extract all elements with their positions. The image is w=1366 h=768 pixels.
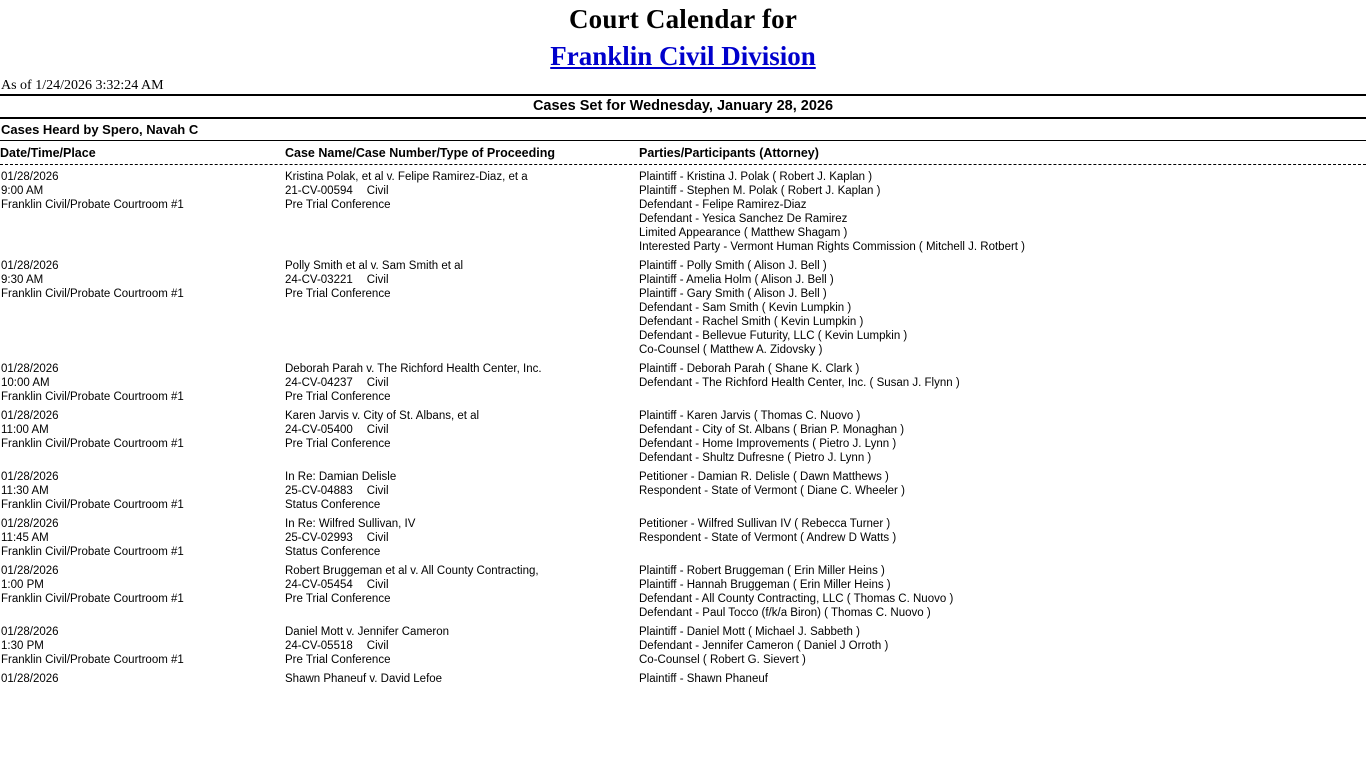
case-date-time-place bbox=[1, 362, 285, 404]
case-name: Daniel Mott v. Jennifer Cameron bbox=[285, 626, 450, 638]
party-line: Respondent - State of Vermont ( Andrew D Watts ) bbox=[639, 532, 897, 544]
case-row[interactable] bbox=[0, 409, 1366, 465]
party-line: Co-Counsel ( Matthew A. Zidovsky ) bbox=[639, 344, 823, 356]
case-number-line bbox=[285, 484, 637, 498]
case-name: Deborah Parah v. The Richford Health Center, Inc. bbox=[285, 363, 542, 375]
case-number: 24-CV-05518 bbox=[285, 640, 353, 652]
case-number: 24-CV-03221 bbox=[285, 274, 353, 286]
case-parties bbox=[639, 672, 1359, 686]
case-info bbox=[285, 362, 637, 404]
party-line: Defendant - Rachel Smith ( Kevin Lumpkin ) bbox=[639, 316, 864, 328]
case-time: 1:30 PM bbox=[1, 640, 44, 652]
case-place: Franklin Civil/Probate Courtroom #1 bbox=[1, 499, 184, 511]
column-header-case-info: Case Name/Case Number/Type of Proceeding bbox=[285, 146, 555, 160]
case-number-line bbox=[285, 531, 637, 545]
case-type: Civil bbox=[366, 532, 389, 544]
case-name: Polly Smith et al v. Sam Smith et al bbox=[285, 260, 464, 272]
case-place: Franklin Civil/Probate Courtroom #1 bbox=[1, 654, 184, 666]
party-line: Defendant - Paul Tocco (f/k/a Biron) ( Thomas C. Nuovo ) bbox=[639, 607, 931, 619]
case-row[interactable] bbox=[0, 259, 1366, 357]
case-name: In Re: Damian Delisle bbox=[285, 471, 397, 483]
column-header-parties: Parties/Participants (Attorney) bbox=[639, 146, 819, 160]
divider-under-heard-by bbox=[0, 140, 1366, 141]
case-proceeding: Pre Trial Conference bbox=[285, 199, 391, 211]
column-header-date-time-place: Date/Time/Place bbox=[0, 146, 96, 160]
case-row[interactable] bbox=[0, 517, 1366, 559]
case-proceeding: Pre Trial Conference bbox=[285, 654, 391, 666]
case-date: 01/28/2026 bbox=[1, 410, 59, 422]
case-time: 11:45 AM bbox=[1, 532, 49, 544]
case-place: Franklin Civil/Probate Courtroom #1 bbox=[1, 391, 184, 403]
case-row[interactable] bbox=[0, 470, 1366, 512]
case-time: 1:00 PM bbox=[1, 579, 44, 591]
case-info bbox=[285, 259, 637, 301]
case-list bbox=[0, 170, 1366, 685]
case-info bbox=[285, 409, 637, 451]
case-date: 01/28/2026 bbox=[1, 363, 59, 375]
column-header-row bbox=[0, 145, 1366, 164]
case-info bbox=[285, 170, 637, 212]
case-parties bbox=[639, 564, 1359, 620]
party-line: Interested Party - Vermont Human Rights Commission ( Mitchell J. Rotbert ) bbox=[639, 241, 1026, 253]
case-place: Franklin Civil/Probate Courtroom #1 bbox=[1, 546, 184, 558]
case-date-time-place bbox=[1, 625, 285, 667]
case-row[interactable] bbox=[0, 564, 1366, 620]
as-of-timestamp: As of 1/24/2026 3:32:24 AM bbox=[1, 78, 164, 93]
party-line: Defendant - Bellevue Futurity, LLC ( Kevin Lumpkin ) bbox=[639, 330, 908, 342]
case-date: 01/28/2026 bbox=[1, 673, 59, 685]
case-proceeding: Status Conference bbox=[285, 546, 381, 558]
party-line: Plaintiff - Polly Smith ( Alison J. Bell ) bbox=[639, 260, 827, 272]
case-place: Franklin Civil/Probate Courtroom #1 bbox=[1, 288, 184, 300]
party-line: Co-Counsel ( Robert G. Sievert ) bbox=[639, 654, 806, 666]
party-line: Limited Appearance ( Matthew Shagam ) bbox=[639, 227, 848, 239]
divider-dotted-under-headers bbox=[0, 164, 1366, 165]
case-date: 01/28/2026 bbox=[1, 626, 59, 638]
party-line: Plaintiff - Karen Jarvis ( Thomas C. Nuovo ) bbox=[639, 410, 861, 422]
case-number: 24-CV-05400 bbox=[285, 424, 353, 436]
party-line: Plaintiff - Kristina J. Polak ( Robert J. Kaplan ) bbox=[639, 171, 873, 183]
case-number-line bbox=[285, 639, 637, 653]
case-parties bbox=[639, 409, 1359, 465]
case-date-time-place bbox=[1, 470, 285, 512]
case-info bbox=[285, 564, 637, 606]
case-time: 10:00 AM bbox=[1, 377, 50, 389]
cases-set-banner: Cases Set for Wednesday, January 28, 2026 bbox=[532, 98, 834, 114]
case-parties bbox=[639, 625, 1359, 667]
case-place: Franklin Civil/Probate Courtroom #1 bbox=[1, 199, 184, 211]
heard-by-label: Cases Heard by Spero, Navah C bbox=[1, 122, 199, 137]
case-name: Shawn Phaneuf v. David Lefoe bbox=[285, 673, 443, 685]
party-line: Plaintiff - Robert Bruggeman ( Erin Miller Heins ) bbox=[639, 565, 885, 577]
party-line: Respondent - State of Vermont ( Diane C. Wheeler ) bbox=[639, 485, 905, 497]
party-line: Defendant - Yesica Sanchez De Ramirez bbox=[639, 213, 848, 225]
case-proceeding: Status Conference bbox=[285, 499, 381, 511]
case-time: 11:00 AM bbox=[1, 424, 49, 436]
case-number: 24-CV-04237 bbox=[285, 377, 353, 389]
case-number: 21-CV-00594 bbox=[285, 185, 353, 197]
party-line: Petitioner - Wilfred Sullivan IV ( Rebecca Turner ) bbox=[639, 518, 891, 530]
case-parties bbox=[639, 170, 1359, 254]
case-date-time-place bbox=[1, 517, 285, 559]
party-line: Defendant - All County Contracting, LLC ( Thomas C. Nuovo ) bbox=[639, 593, 954, 605]
party-line: Petitioner - Damian R. Delisle ( Dawn Matthews ) bbox=[639, 471, 889, 483]
case-number-line bbox=[285, 376, 637, 390]
case-date: 01/28/2026 bbox=[1, 518, 59, 530]
case-row[interactable] bbox=[0, 170, 1366, 254]
division-link[interactable]: Franklin Civil Division bbox=[550, 41, 816, 71]
case-number: 25-CV-02993 bbox=[285, 532, 353, 544]
party-line: Plaintiff - Gary Smith ( Alison J. Bell ) bbox=[639, 288, 827, 300]
party-line: Plaintiff - Hannah Bruggeman ( Erin Miller Heins ) bbox=[639, 579, 891, 591]
case-number: 24-CV-05454 bbox=[285, 579, 353, 591]
case-date: 01/28/2026 bbox=[1, 171, 59, 183]
party-line: Defendant - Felipe Ramirez-Diaz bbox=[639, 199, 807, 211]
case-date-time-place bbox=[1, 672, 285, 686]
case-time: 9:00 AM bbox=[1, 185, 44, 197]
case-date: 01/28/2026 bbox=[1, 260, 59, 272]
case-number-line bbox=[285, 184, 637, 198]
case-number-line bbox=[285, 273, 637, 287]
title-block bbox=[0, 0, 1366, 74]
case-parties bbox=[639, 470, 1359, 498]
case-time: 11:30 AM bbox=[1, 485, 49, 497]
case-info bbox=[285, 517, 637, 559]
case-parties bbox=[639, 517, 1359, 545]
case-info bbox=[285, 625, 637, 667]
party-line: Plaintiff - Amelia Holm ( Alison J. Bell ) bbox=[639, 274, 834, 286]
party-line: Plaintiff - Daniel Mott ( Michael J. Sabbeth ) bbox=[639, 626, 860, 638]
party-line: Defendant - Home Improvements ( Pietro J. Lynn ) bbox=[639, 438, 897, 450]
case-number-line bbox=[285, 578, 637, 592]
case-name: Kristina Polak, et al v. Felipe Ramirez-Diaz, et a bbox=[285, 171, 528, 183]
case-proceeding: Pre Trial Conference bbox=[285, 438, 391, 450]
case-info bbox=[285, 470, 637, 512]
case-row-clipped[interactable] bbox=[0, 672, 1366, 688]
case-time: 9:30 AM bbox=[1, 274, 44, 286]
party-line: Plaintiff - Stephen M. Polak ( Robert J. Kaplan ) bbox=[639, 185, 881, 197]
case-number: 25-CV-04883 bbox=[285, 485, 353, 497]
case-date-time-place bbox=[1, 170, 285, 212]
party-line: Defendant - City of St. Albans ( Brian P. Monaghan ) bbox=[639, 424, 905, 436]
page-title: Court Calendar for bbox=[568, 4, 798, 34]
case-type: Civil bbox=[366, 377, 389, 389]
case-name: Robert Bruggeman et al v. All County Contracting, bbox=[285, 565, 539, 577]
party-line: Defendant - Jennifer Cameron ( Daniel J Orroth ) bbox=[639, 640, 889, 652]
case-date-time-place bbox=[1, 564, 285, 606]
case-place: Franklin Civil/Probate Courtroom #1 bbox=[1, 593, 184, 605]
case-date: 01/28/2026 bbox=[1, 471, 59, 483]
case-proceeding: Pre Trial Conference bbox=[285, 593, 391, 605]
case-parties bbox=[639, 259, 1359, 357]
case-name: In Re: Wilfred Sullivan, IV bbox=[285, 518, 416, 530]
case-type: Civil bbox=[366, 579, 389, 591]
case-date-time-place bbox=[1, 409, 285, 451]
case-name: Karen Jarvis v. City of St. Albans, et al bbox=[285, 410, 480, 422]
case-proceeding: Pre Trial Conference bbox=[285, 288, 391, 300]
party-line: Defendant - The Richford Health Center, Inc. ( Susan J. Flynn ) bbox=[639, 377, 960, 389]
case-proceeding: Pre Trial Conference bbox=[285, 391, 391, 403]
party-line: Defendant - Sam Smith ( Kevin Lumpkin ) bbox=[639, 302, 852, 314]
case-date-time-place bbox=[1, 259, 285, 301]
case-row[interactable] bbox=[0, 362, 1366, 404]
case-type: Civil bbox=[366, 485, 389, 497]
case-type: Civil bbox=[366, 640, 389, 652]
case-number-line bbox=[285, 423, 637, 437]
case-type: Civil bbox=[366, 185, 389, 197]
case-date: 01/28/2026 bbox=[1, 565, 59, 577]
case-info bbox=[285, 672, 637, 686]
party-line: Defendant - Shultz Dufresne ( Pietro J. Lynn ) bbox=[639, 452, 872, 464]
case-type: Civil bbox=[366, 424, 389, 436]
case-parties bbox=[639, 362, 1359, 390]
case-type: Civil bbox=[366, 274, 389, 286]
case-row[interactable] bbox=[0, 625, 1366, 667]
case-place: Franklin Civil/Probate Courtroom #1 bbox=[1, 438, 184, 450]
party-line: Plaintiff - Shawn Phaneuf bbox=[639, 673, 768, 685]
party-line: Plaintiff - Deborah Parah ( Shane K. Clark ) bbox=[639, 363, 860, 375]
